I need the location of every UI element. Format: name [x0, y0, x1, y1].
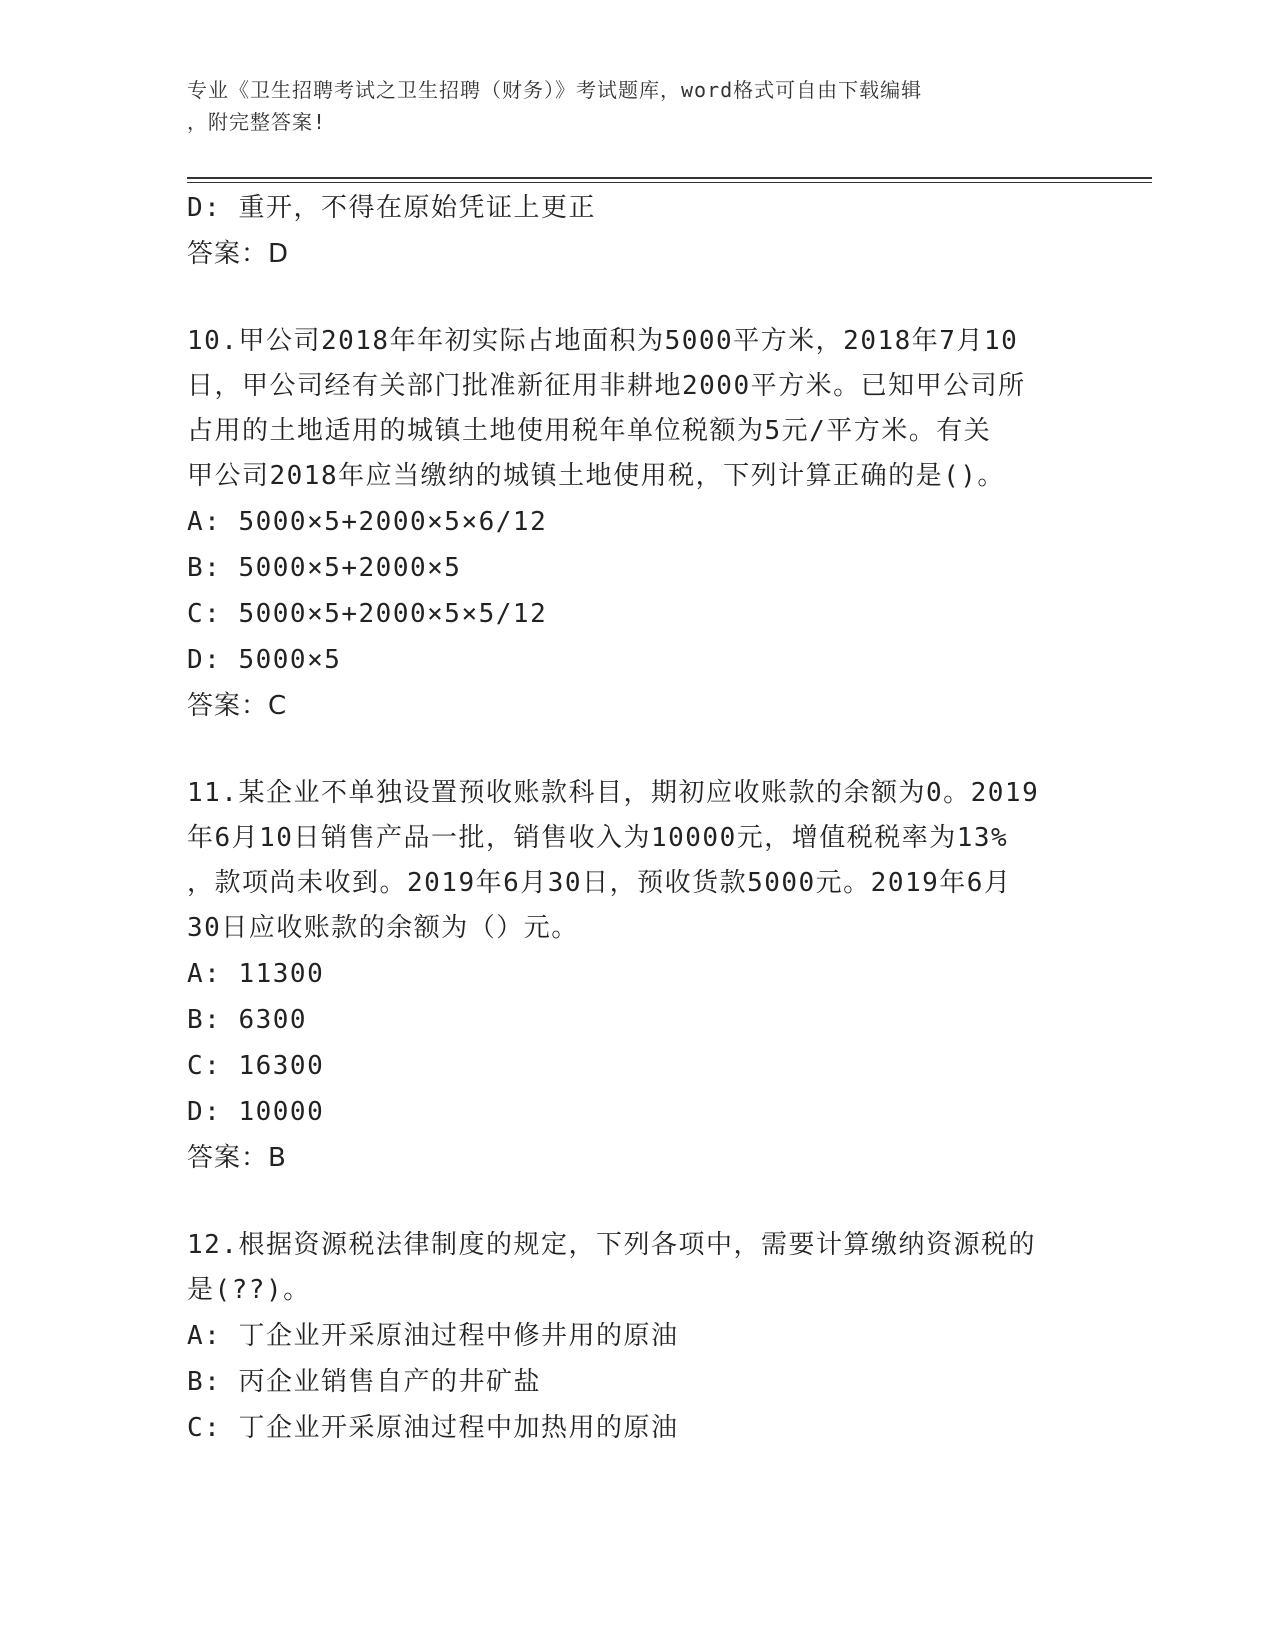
stem-line: 年6月10日销售产品一批，销售收入为10000元，增值税税率为13% — [187, 823, 1009, 853]
spacer — [187, 277, 1087, 319]
header-divider-thick — [187, 177, 1152, 179]
answer-line: 答案：D — [187, 239, 290, 269]
option-d: D: 10000 — [187, 1097, 325, 1127]
option-b: B: 5000×5+2000×5 — [187, 553, 462, 583]
question-stem — [187, 771, 1087, 951]
option-a: A: 11300 — [187, 959, 325, 989]
question-content — [187, 185, 1087, 1451]
answer-line: 答案：B — [187, 1143, 287, 1173]
header-title-line-1: 专业《卫生招聘考试之卫生招聘（财务）》考试题库，word格式可自由下载编辑 — [187, 78, 923, 102]
option-c: C: 丁企业开采原油过程中加热用的原油 — [187, 1413, 679, 1443]
stem-line: 10.甲公司2018年年初实际占地面积为5000平方米，2018年7月10 — [187, 326, 1019, 356]
question-10 — [187, 319, 1087, 729]
question-stem — [187, 1223, 1087, 1313]
spacer — [187, 729, 1087, 771]
page-header — [187, 74, 1067, 138]
question-11 — [187, 771, 1087, 1181]
option-b: B: 丙企业销售自产的井矿盐 — [187, 1367, 541, 1397]
stem-line: 是(??)。 — [187, 1275, 311, 1305]
question-9-tail — [187, 185, 1087, 277]
header-title-line-2: ，附完整答案! — [187, 110, 327, 134]
spacer — [187, 1181, 1087, 1223]
answer-line: 答案：C — [187, 691, 288, 721]
stem-line: 甲公司2018年应当缴纳的城镇土地使用税，下列计算正确的是()。 — [187, 461, 1005, 491]
option-c: C: 16300 — [187, 1051, 325, 1081]
option-b: B: 6300 — [187, 1005, 308, 1035]
header-divider-thin — [187, 182, 1152, 183]
stem-line: 日，甲公司经有关部门批准新征用非耕地2000平方米。已知甲公司所 — [187, 371, 1026, 401]
stem-line: ，款项尚未收到。2019年6月30日，预收货款5000元。2019年6月 — [187, 868, 1012, 898]
option-d: D: 重开，不得在原始凭证上更正 — [187, 193, 596, 223]
option-a: A: 5000×5+2000×5×6/12 — [187, 507, 548, 537]
question-stem — [187, 319, 1087, 499]
option-c: C: 5000×5+2000×5×5/12 — [187, 599, 548, 629]
stem-line: 12.根据资源税法律制度的规定，下列各项中，需要计算缴纳资源税的 — [187, 1230, 1036, 1260]
question-12 — [187, 1223, 1087, 1451]
stem-line: 30日应收账款的余额为（）元。 — [187, 913, 579, 943]
stem-line: 占用的土地适用的城镇土地使用税年单位税额为5元/平方米。有关 — [187, 416, 992, 446]
option-a: A: 丁企业开采原油过程中修井用的原油 — [187, 1321, 679, 1351]
stem-line: 11.某企业不单独设置预收账款科目，期初应收账款的余额为0。2019 — [187, 778, 1040, 808]
option-d: D: 5000×5 — [187, 645, 342, 675]
